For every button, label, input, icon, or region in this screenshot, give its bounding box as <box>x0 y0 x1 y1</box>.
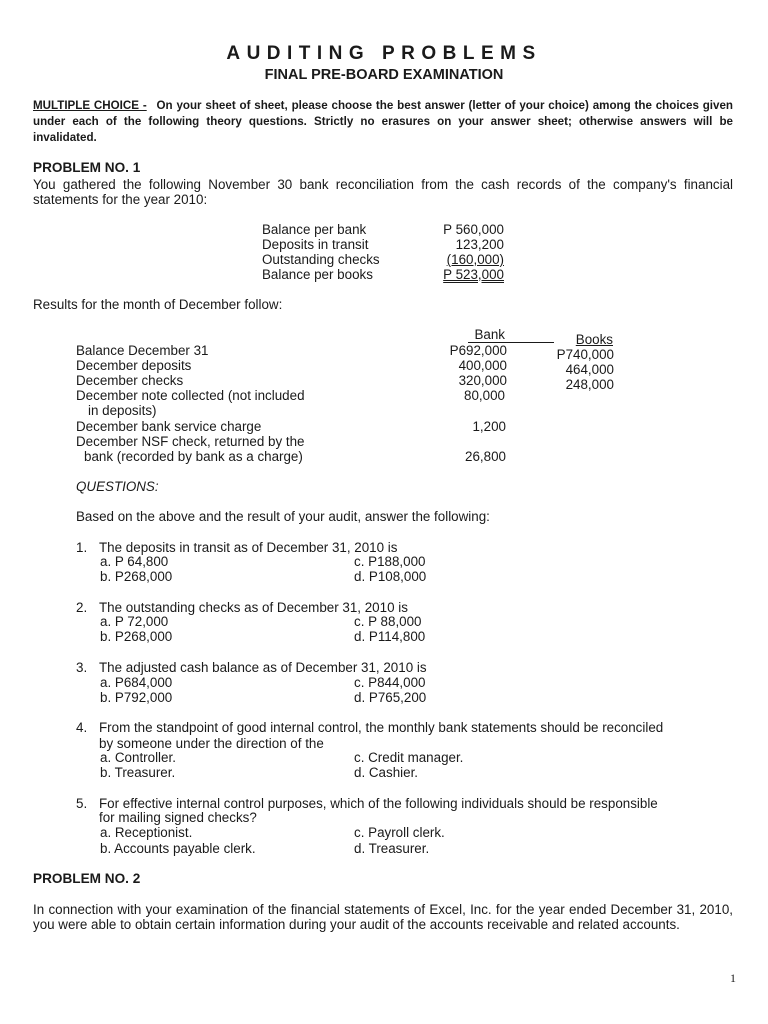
table-row-label: December note collected (not included <box>76 388 305 403</box>
recon-value: 123,200 <box>455 237 504 252</box>
table-cell-bank: 400,000 <box>458 358 507 373</box>
problem-2-intro: In connection with your examination of the financial statements of Excel, Inc. for the year ended December 31, 2010, you were able to obtain certain information during your audit of the accounts receivable and related accounts. <box>33 902 733 933</box>
table-cell-bank: 80,000 <box>464 388 505 403</box>
recon-label: Deposits in transit <box>262 237 369 252</box>
choice-d: d. Cashier. <box>354 765 419 780</box>
question-text-cont: for mailing signed checks? <box>99 810 257 825</box>
choice-b: b. P268,000 <box>100 629 173 644</box>
choice-d: d. P114,800 <box>354 629 426 644</box>
col-header-bank: Bank <box>474 327 505 342</box>
question-number: 3. <box>76 660 88 675</box>
table-cell-bank: 1,200 <box>472 419 506 434</box>
recon-value: P 560,000 <box>443 222 504 237</box>
choice-a: a. Controller. <box>100 750 176 765</box>
question-number: 2. <box>76 600 88 615</box>
choice-a: a. P 72,000 <box>100 614 169 629</box>
choice-d: d. P108,000 <box>354 569 427 584</box>
choice-b: b. Treasurer. <box>100 765 176 780</box>
choice-c: c. P 88,000 <box>354 614 422 629</box>
table-cell-books: P740,000 <box>556 347 614 362</box>
question-number: 4. <box>76 720 88 735</box>
table-row-label: December NSF check, returned by the <box>76 434 305 449</box>
instructions <box>33 98 733 146</box>
question-number: 1. <box>76 540 88 555</box>
table-cell-bank: 26,800 <box>465 449 506 464</box>
december-intro: Results for the month of December follow: <box>33 297 283 312</box>
document-title: AUDITING PROBLEMS <box>226 43 542 64</box>
question-text: For effective internal control purposes, which of the following individuals should be responsible <box>99 796 658 811</box>
table-row-label: bank (recorded by bank as a charge) <box>84 449 303 464</box>
questions-intro: Based on the above and the result of your audit, answer the following: <box>76 509 490 524</box>
choice-b: b. P268,000 <box>100 569 173 584</box>
table-row-label: December bank service charge <box>76 419 262 434</box>
question-number: 5. <box>76 796 88 811</box>
choice-a: a. P684,000 <box>100 675 173 690</box>
choice-d: d. Treasurer. <box>354 841 430 856</box>
table-cell-books: 248,000 <box>565 377 614 392</box>
recon-total: P 523,000 <box>443 267 504 282</box>
table-cell-bank: P692,000 <box>449 343 507 358</box>
question-text-cont: by someone under the direction of the <box>99 736 324 751</box>
recon-label: Outstanding checks <box>262 252 380 267</box>
document-subtitle: FINAL PRE-BOARD EXAMINATION <box>264 67 504 83</box>
problem-1-intro: You gathered the following November 30 bank reconciliation from the cash records of the company's financial statements for the year 2010: <box>33 177 733 208</box>
choice-a: a. P 64,800 <box>100 554 169 569</box>
instructions-label: MULTIPLE CHOICE - <box>33 99 147 112</box>
choice-c: c. P188,000 <box>354 554 426 569</box>
instructions-text: On your sheet of sheet, please choose the best answer (letter of your choice) among the choices given under each of the following theory questions. Strictly no erasures on your answer sheet; otherwise answers will be invalidated. <box>33 99 733 144</box>
question-text: The outstanding checks as of December 31, 2010 is <box>99 600 408 615</box>
choice-c: c. Payroll clerk. <box>354 825 445 840</box>
recon-label: Balance per books <box>262 267 373 282</box>
table-row-label: December checks <box>76 373 184 388</box>
problem-2-heading: PROBLEM NO. 2 <box>33 871 141 886</box>
recon-value: (160,000) <box>446 252 504 267</box>
table-row-label: Balance December 31 <box>76 343 209 358</box>
choice-c: c. P844,000 <box>354 675 426 690</box>
question-text: The deposits in transit as of December 31, 2010 is <box>99 540 398 555</box>
col-header-books: Books <box>575 332 613 347</box>
choice-b: b. Accounts payable clerk. <box>100 841 256 856</box>
questions-label: QUESTIONS: <box>76 479 159 494</box>
choice-c: c. Credit manager. <box>354 750 464 765</box>
table-cell-bank: 320,000 <box>458 373 507 388</box>
recon-label: Balance per bank <box>262 222 367 237</box>
page-number: 1 <box>730 971 736 985</box>
choice-a: a. Receptionist. <box>100 825 193 840</box>
question-text: The adjusted cash balance as of December 31, 2010 is <box>99 660 427 675</box>
choice-b: b. P792,000 <box>100 690 173 705</box>
choice-d: d. P765,200 <box>354 690 427 705</box>
table-cell-books: 464,000 <box>565 362 614 377</box>
question-text: From the standpoint of good internal control, the monthly bank statements should be reconciled <box>99 720 664 735</box>
problem-1-heading: PROBLEM NO. 1 <box>33 160 141 175</box>
table-row-label: December deposits <box>76 358 192 373</box>
table-row-label: in deposits) <box>88 403 157 418</box>
